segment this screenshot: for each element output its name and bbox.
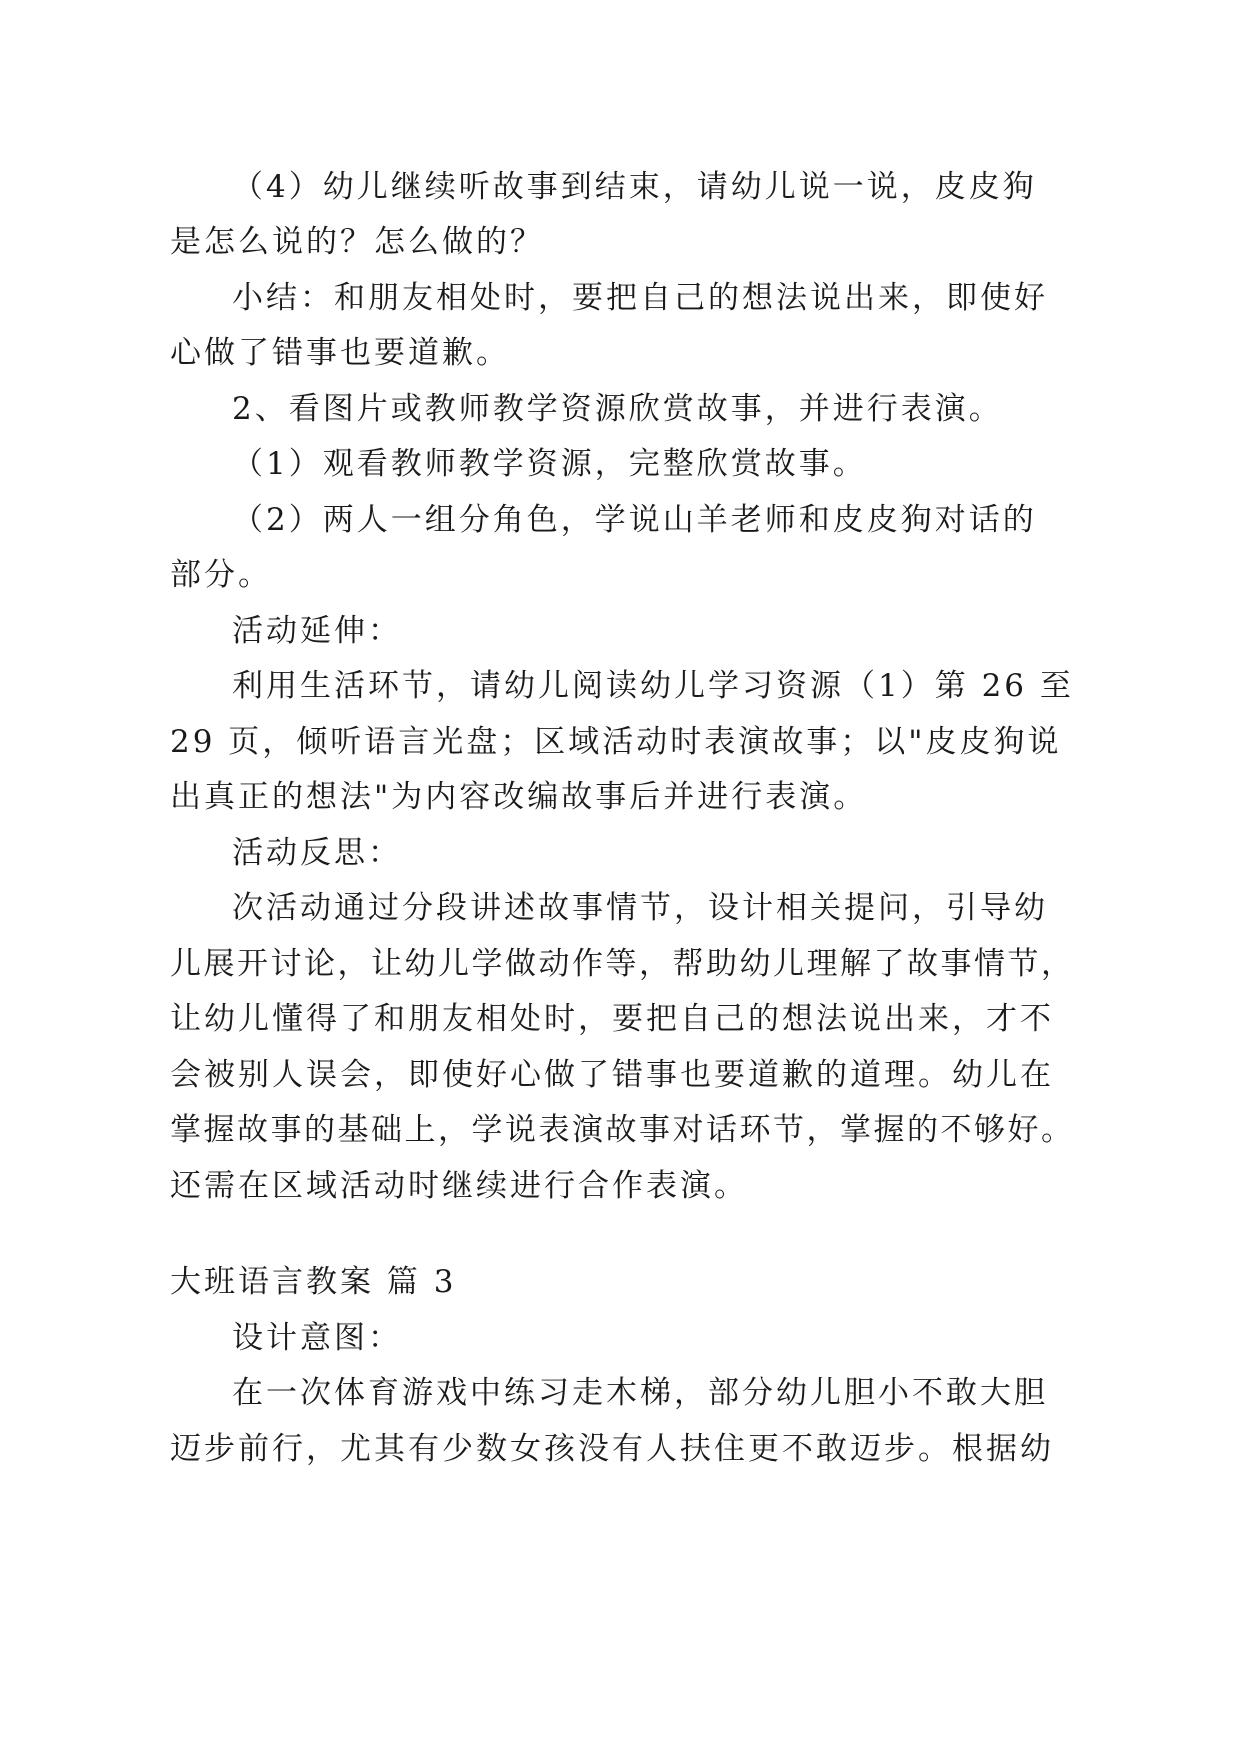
text-line-3: 小结：和朋友相处时，要把自己的想法说出来，即使好 bbox=[232, 280, 1048, 316]
text-line-8: 部分。 bbox=[170, 557, 272, 593]
text-line-6: （1）观看教师教学资源，完整欣赏故事。 bbox=[232, 446, 867, 482]
text-line-7: （2）两人一组分角色，学说山羊老师和皮皮狗对话的 bbox=[232, 502, 1037, 538]
text-line-17: 会被别人误会，即使好心做了错事也要道歉的道理。幼儿在 bbox=[170, 1057, 1054, 1093]
text-line-11: 29 页，倾听语言光盘；区域活动时表演故事；以"皮皮狗说 bbox=[170, 724, 1062, 760]
text-line-16: 让幼儿懂得了和朋友相处时，要把自己的想法说出来，才不 bbox=[170, 1001, 1054, 1037]
text-line-15: 儿展开讨论，让幼儿学做动作等，帮助幼儿理解了故事情节， bbox=[170, 946, 1075, 982]
text-line-9: 活动延伸： bbox=[232, 613, 402, 649]
text-line-2: 是怎么说的？怎么做的？ bbox=[170, 224, 544, 260]
text-line-18: 掌握故事的基础上，学说表演故事对话环节，掌握的不够好。 bbox=[170, 1112, 1075, 1148]
text-line-5: 2、看图片或教师教学资源欣赏故事，并进行表演。 bbox=[232, 391, 1003, 427]
text-line-14: 次活动通过分段讲述故事情节，设计相关提问，引导幼 bbox=[232, 890, 1048, 926]
text-line-21: 在一次体育游戏中练习走木梯，部分幼儿胆小不敢大胆 bbox=[232, 1375, 1048, 1411]
text-line-10: 利用生活环节，请幼儿阅读幼儿学习资源（1）第 26 至 bbox=[232, 668, 1074, 704]
text-line-4: 心做了错事也要道歉。 bbox=[170, 335, 510, 371]
section-heading: 大班语言教案 篇 3 bbox=[170, 1264, 457, 1300]
text-line-19: 还需在区域活动时继续进行合作表演。 bbox=[170, 1168, 748, 1204]
text-line-20: 设计意图： bbox=[232, 1320, 402, 1356]
text-line-13: 活动反思： bbox=[232, 835, 402, 871]
text-line-12: 出真正的想法"为内容改编故事后并进行表演。 bbox=[170, 779, 868, 815]
text-line-1: （4）幼儿继续听故事到结束，请幼儿说一说，皮皮狗 bbox=[232, 169, 1037, 205]
text-line-22: 迈步前行，尤其有少数女孩没有人扶住更不敢迈步。根据幼 bbox=[170, 1431, 1054, 1467]
